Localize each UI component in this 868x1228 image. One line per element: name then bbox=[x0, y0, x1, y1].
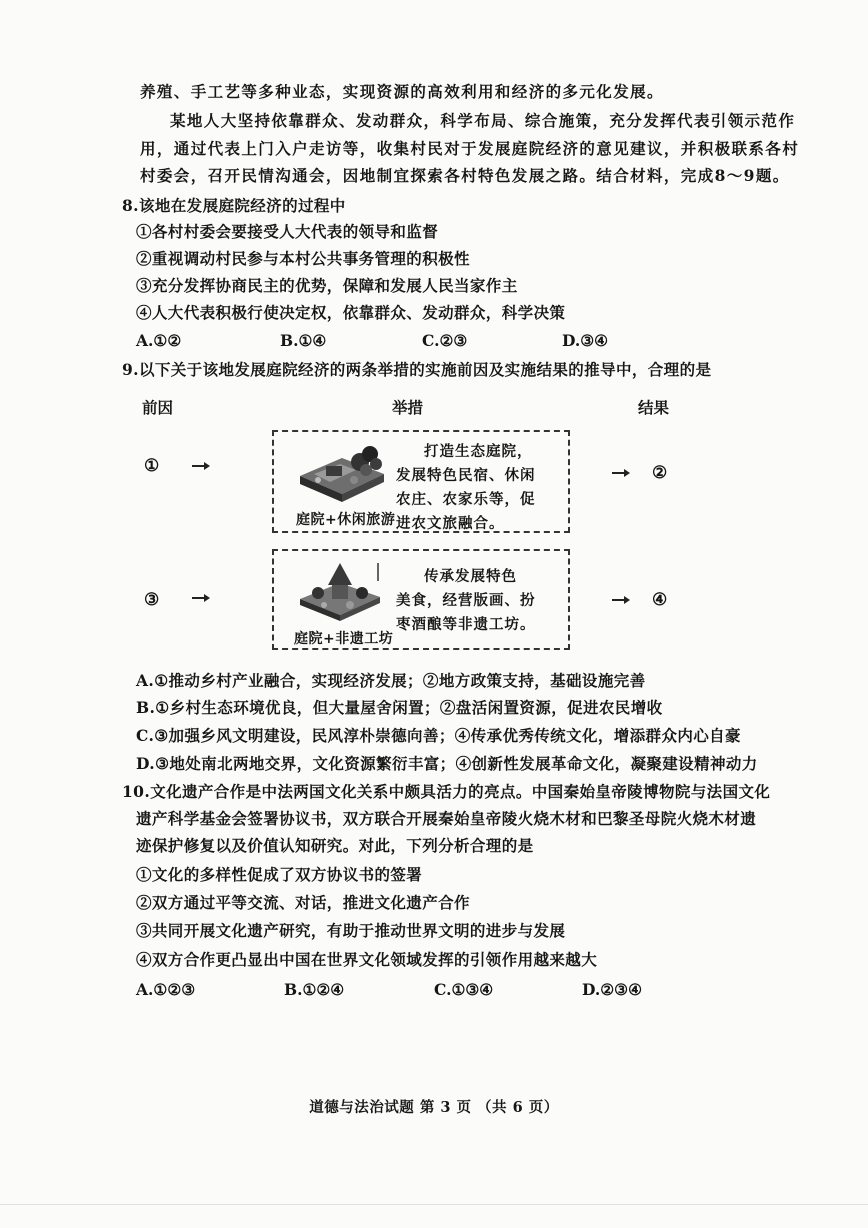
measure-desc-heritage-3: 枣酒酿等非遗工坊。 bbox=[396, 616, 536, 633]
q10-option-c[interactable]: C.①③④ bbox=[434, 980, 494, 999]
q8-item-1: ①各村村委会要接受人大代表的领导和监督 bbox=[136, 222, 439, 241]
intro-line-3: 用，通过代表上门入户走访等，收集村民对于发展庭院经济的意见建议，并积极联系各村 bbox=[140, 139, 800, 158]
cause-1: ① bbox=[144, 456, 160, 476]
q8-stem: 8.该地在发展庭院经济的过程中 bbox=[122, 196, 346, 215]
q10-stem-3: 迹保护修复以及价值认知研究。对此，下列分析合理的是 bbox=[136, 836, 534, 855]
intro-line-4: 村委会，召开民情沟通会，因地制宜探索各村特色发展之路。结合材料，完成8～9题。 bbox=[140, 166, 790, 185]
q8-options bbox=[136, 331, 796, 351]
q8-item-3: ③充分发挥协商民主的优势，保障和发展人民当家作主 bbox=[136, 276, 518, 295]
measure-desc-tourism-4: 进农文旅融合。 bbox=[396, 515, 505, 532]
q8-option-d[interactable]: D.③④ bbox=[562, 331, 609, 350]
q10-item-1: ①文化的多样性促成了双方协议书的签署 bbox=[136, 865, 423, 884]
intro-line-2: 某地人大坚持依靠群众、发动群众，科学布局、综合施策，充分发挥代表引领示范作 bbox=[170, 111, 796, 130]
measure-desc-heritage-1: 传承发展特色 bbox=[424, 568, 517, 585]
result-2: ② bbox=[652, 463, 668, 483]
q10-options bbox=[136, 980, 796, 1000]
arrow-right-icon bbox=[192, 593, 210, 603]
q10-item-2: ②双方通过平等交流、对话，推进文化遗产合作 bbox=[136, 893, 470, 912]
q8-option-a[interactable]: A.①② bbox=[136, 331, 182, 350]
scan-edge-divider bbox=[0, 1204, 868, 1205]
cause-3: ③ bbox=[144, 590, 160, 610]
measure-caption-tourism: 庭院+休闲旅游 bbox=[296, 512, 396, 528]
header-result: 结果 bbox=[638, 398, 670, 417]
arrow-right-icon bbox=[192, 461, 210, 471]
measure-desc-heritage-2: 美食，经营版画、扮 bbox=[396, 592, 536, 609]
intro-line-1: 养殖、手工艺等多种业态，实现资源的高效利用和经济的多元化发展。 bbox=[140, 82, 664, 101]
arrow-right-icon bbox=[612, 595, 630, 605]
measure-desc-tourism-2: 发展特色民宿、休闲 bbox=[396, 467, 536, 484]
measure-box-tourism bbox=[272, 430, 570, 533]
q8-item-4: ④人大代表积极行使决定权，依靠群众、发动群众，科学决策 bbox=[136, 303, 566, 322]
measure-desc-tourism-3: 农庄、农家乐等，促 bbox=[396, 491, 536, 508]
q8-option-b[interactable]: B.①④ bbox=[280, 331, 327, 350]
heritage-workshop-illustration-icon bbox=[294, 559, 386, 625]
q10-option-b[interactable]: B.①②④ bbox=[284, 980, 345, 999]
q10-stem-2: 遗产科学基金会签署协议书，双方联合开展秦始皇帝陵火烧木材和巴黎圣母院火烧木材遗 bbox=[136, 809, 757, 828]
q9-option-b[interactable]: B.①乡村生态环境优良，但大量屋舍闲置；②盘活闲置资源，促进农民增收 bbox=[136, 698, 663, 717]
header-cause: 前因 bbox=[142, 398, 174, 417]
q9-option-c[interactable]: C.③加强乡风文明建设，民风淳朴崇德向善；④传承优秀传统文化，增添群众内心自豪 bbox=[136, 726, 741, 745]
page-footer: 道德与法治试题 第 3 页 （共 6 页） bbox=[309, 1099, 559, 1116]
q10-option-a[interactable]: A.①②③ bbox=[136, 980, 196, 999]
header-measure: 举措 bbox=[392, 398, 424, 417]
q9-stem: 9.以下关于该地发展庭院经济的两条举措的实施前因及实施结果的推导中，合理的是 bbox=[122, 360, 712, 379]
q9-option-a[interactable]: A.①推动乡村产业融合，实现经济发展；②地方政策支持，基础设施完善 bbox=[136, 671, 646, 690]
q10-option-d[interactable]: D.②③④ bbox=[582, 980, 642, 999]
q10-item-3: ③共同开展文化遗产研究，有助于推动世界文明的进步与发展 bbox=[136, 921, 566, 940]
measure-desc-tourism-1: 打造生态庭院， bbox=[424, 443, 533, 460]
q10-item-4: ④双方合作更凸显出中国在世界文化领域发挥的引领作用越来越大 bbox=[136, 950, 598, 969]
result-4: ④ bbox=[652, 590, 668, 610]
q8-option-c[interactable]: C.②③ bbox=[422, 331, 468, 350]
garden-tourism-illustration-icon bbox=[296, 440, 388, 504]
q8-item-2: ②重视调动村民参与本村公共事务管理的积极性 bbox=[136, 249, 470, 268]
measure-caption-heritage: 庭院+非遗工坊 bbox=[294, 631, 394, 647]
arrow-right-icon bbox=[612, 468, 630, 478]
measure-box-heritage bbox=[272, 549, 570, 650]
q10-stem-1: 10.文化遗产合作是中法两国文化关系中颇具活力的亮点。中国秦始皇帝陵博物院与法国文化 bbox=[122, 782, 771, 801]
q9-option-d[interactable]: D.③地处南北两地交界，文化资源繁衍丰富；④创新性发展革命文化，凝聚建设精神动力 bbox=[136, 754, 758, 773]
